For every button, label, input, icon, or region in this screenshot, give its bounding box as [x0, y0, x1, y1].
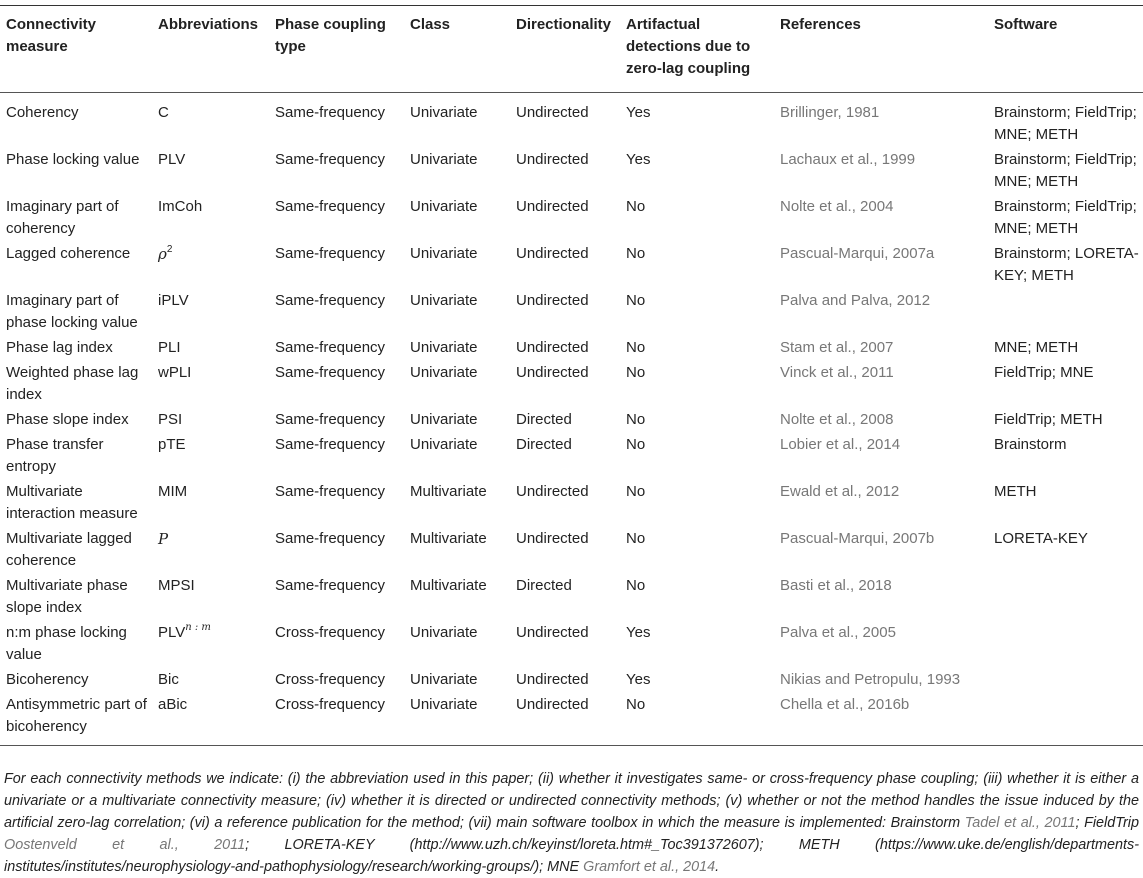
table-row [0, 575, 1143, 622]
cell-software [988, 93, 1143, 150]
cell-coupling-type-text: Same-frequency [275, 577, 386, 594]
cell-reference[interactable] [774, 528, 988, 575]
cell-abbreviation-text: iPLV [158, 292, 189, 309]
cell-artifactual-text: No [626, 411, 646, 428]
cell-directionality [510, 337, 620, 362]
cell-reference-text: Nikias and Petropulu, 1993 [780, 671, 961, 688]
cell-measure-text: n:m phase locking value [6, 624, 127, 663]
table-body [0, 93, 1143, 746]
header-coupling-type: Phase coupling type [275, 16, 386, 55]
cell-directionality-text: Directed [516, 577, 572, 594]
cell-artifactual [620, 337, 774, 362]
cell-reference[interactable] [774, 290, 988, 337]
cell-reference-text: Nolte et al., 2008 [780, 411, 894, 428]
cell-software-text: Brainstorm; FieldTrip; MNE; METH [994, 104, 1137, 143]
cell-artifactual-text: No [626, 530, 646, 547]
cell-class [404, 290, 510, 337]
cell-abbreviation [152, 434, 269, 481]
cell-artifactual-text: No [626, 198, 646, 215]
cell-measure [0, 622, 152, 669]
cell-artifactual [620, 575, 774, 622]
cell-reference-text: Chella et al., 2016b [780, 696, 910, 713]
cell-measure [0, 93, 152, 150]
cell-abbreviation [152, 290, 269, 337]
cell-measure-text: Multivariate phase slope index [6, 577, 128, 616]
cell-directionality [510, 669, 620, 694]
cell-reference[interactable] [774, 149, 988, 196]
table-row [0, 243, 1143, 290]
table-row [0, 362, 1143, 409]
cell-measure-text: Bicoherency [6, 671, 89, 688]
cell-class-text: Multivariate [410, 483, 487, 500]
cell-measure [0, 409, 152, 434]
cell-measure-text: Multivariate lagged coherence [6, 530, 132, 569]
cell-directionality-text: Directed [516, 436, 572, 453]
cell-directionality-text: Undirected [516, 364, 589, 381]
cell-class [404, 434, 510, 481]
cell-software [988, 337, 1143, 362]
cell-coupling-type [269, 481, 404, 528]
cell-measure-text: Phase locking value [6, 151, 140, 168]
cell-class-text: Univariate [410, 411, 478, 428]
cell-software [988, 290, 1143, 337]
cell-measure-text: Imaginary part of phase locking value [6, 292, 138, 331]
footnote-text-2: ; FieldTrip [1075, 815, 1139, 831]
cell-artifactual [620, 481, 774, 528]
cell-reference-text: Nolte et al., 2004 [780, 198, 894, 215]
cell-measure [0, 694, 152, 746]
cell-software-text: METH [994, 483, 1037, 500]
abbreviation-superscript: n : m [185, 622, 211, 633]
cell-class [404, 149, 510, 196]
cell-measure [0, 669, 152, 694]
cell-software [988, 149, 1143, 196]
cell-class [404, 528, 510, 575]
cell-directionality [510, 93, 620, 150]
cell-class-text: Univariate [410, 696, 478, 713]
cell-software [988, 481, 1143, 528]
cell-artifactual [620, 434, 774, 481]
cell-coupling-type [269, 93, 404, 150]
cell-reference-text: Pascual-Marqui, 2007a [780, 245, 935, 262]
cell-software [988, 669, 1143, 694]
cell-abbreviation-text: PLV [158, 151, 186, 168]
cell-reference[interactable] [774, 362, 988, 409]
cell-coupling-type [269, 575, 404, 622]
cell-abbreviation-text: Bic [158, 671, 179, 688]
cell-software [988, 694, 1143, 746]
cell-directionality [510, 243, 620, 290]
cell-artifactual-text: No [626, 364, 646, 381]
cell-class [404, 575, 510, 622]
cell-artifactual-text: No [626, 245, 646, 262]
cell-abbreviation-text: ImCoh [158, 198, 203, 215]
cell-artifactual [620, 362, 774, 409]
table-row [0, 149, 1143, 196]
cell-software [988, 434, 1143, 481]
cell-reference-text: Lobier et al., 2014 [780, 436, 901, 453]
cell-artifactual-text: No [626, 577, 646, 594]
cell-software-text: LORETA-KEY [994, 530, 1088, 547]
cell-software [988, 362, 1143, 409]
cell-reference-text: Ewald et al., 2012 [780, 483, 900, 500]
cell-software [988, 196, 1143, 243]
cell-artifactual-text: No [626, 483, 646, 500]
cell-measure [0, 290, 152, 337]
cell-artifactual [620, 669, 774, 694]
cell-abbreviation [152, 575, 269, 622]
cell-class [404, 196, 510, 243]
cell-coupling-type-text: Cross-frequency [275, 671, 386, 688]
cell-coupling-type-text: Same-frequency [275, 530, 386, 547]
header-software: Software [994, 16, 1058, 33]
cell-abbreviation-text: MIM [158, 483, 188, 500]
cell-coupling-type-text: Same-frequency [275, 198, 386, 215]
cell-abbreviation [152, 528, 269, 575]
cell-directionality [510, 196, 620, 243]
cell-software-text: FieldTrip; METH [994, 411, 1103, 428]
cell-measure [0, 362, 152, 409]
cell-measure [0, 528, 152, 575]
cell-measure-text: Antisymmetric part of bicoherency [6, 696, 147, 735]
cell-directionality [510, 622, 620, 669]
cell-directionality-text: Directed [516, 411, 572, 428]
cell-class [404, 93, 510, 150]
cell-artifactual [620, 622, 774, 669]
cell-abbreviation-text: PLI [158, 339, 181, 356]
cell-reference[interactable] [774, 337, 988, 362]
footnote-text-1: For each connectivity methods we indicate: (i) the abbreviation used in this paper; (ii) whether it investigates same- or cross-frequency phase coupling; (iii) whether it is either a univariate or a multivariate connectivity measure; (iv) whether it is directed or undirected connectivity methods; (v) whether or not the method handles the issue induced by the artificial zero-lag correlation; (vi) a reference publication for the method; (vii) main software toolbox in which the measure is implemented: Brainstorm [4, 771, 1139, 831]
cell-coupling-type-text: Same-frequency [275, 245, 386, 262]
cell-directionality-text: Undirected [516, 483, 589, 500]
footnote-ref-gramfort[interactable]: Gramfort et al., 2014 [583, 859, 716, 875]
cell-directionality [510, 694, 620, 746]
cell-artifactual-text: Yes [626, 151, 651, 168]
cell-reference-text: Lachaux et al., 1999 [780, 151, 916, 168]
cell-artifactual-text: No [626, 292, 646, 309]
cell-abbreviation [152, 409, 269, 434]
cell-software [988, 622, 1143, 669]
cell-directionality [510, 362, 620, 409]
cell-coupling-type [269, 337, 404, 362]
cell-measure-text: Coherency [6, 104, 79, 121]
cell-measure [0, 575, 152, 622]
cell-class-text: Multivariate [410, 577, 487, 594]
cell-artifactual-text: Yes [626, 671, 651, 688]
cell-software-text: MNE; METH [994, 339, 1079, 356]
cell-directionality-text: Undirected [516, 198, 589, 215]
cell-software-text: Brainstorm; LORETA-KEY; METH [994, 245, 1139, 284]
cell-reference[interactable] [774, 93, 988, 150]
cell-directionality [510, 575, 620, 622]
cell-artifactual-text: No [626, 339, 646, 356]
cell-class [404, 669, 510, 694]
cell-software [988, 575, 1143, 622]
cell-abbreviation-text: C [158, 104, 169, 121]
table-row [0, 434, 1143, 481]
table-row [0, 694, 1143, 746]
cell-directionality [510, 434, 620, 481]
footnote-text-3: ; LORETA-KEY (http://www.uzh.ch/keyinst/loreta.htm#_Toc391372607); METH (https://www.uke.de/english/departments-institutes/institutes/neurophysiology-and-pathophysiology/research/working-groups/); MNE [4, 837, 1140, 875]
connectivity-table [0, 5, 1143, 746]
cell-coupling-type-text: Same-frequency [275, 411, 386, 428]
cell-abbreviation [152, 149, 269, 196]
cell-coupling-type [269, 243, 404, 290]
cell-class [404, 694, 510, 746]
cell-abbreviation-text: pTE [158, 436, 186, 453]
cell-coupling-type [269, 434, 404, 481]
cell-reference-text: Palva et al., 2005 [780, 624, 896, 641]
table-header [0, 6, 1143, 93]
cell-software [988, 409, 1143, 434]
cell-directionality-text: Undirected [516, 292, 589, 309]
cell-artifactual [620, 694, 774, 746]
cell-artifactual [620, 528, 774, 575]
cell-coupling-type-text: Same-frequency [275, 292, 386, 309]
cell-class [404, 243, 510, 290]
cell-abbreviation-text: ρ [158, 245, 167, 263]
table-row [0, 337, 1143, 362]
cell-abbreviation [152, 337, 269, 362]
cell-coupling-type-text: Same-frequency [275, 151, 386, 168]
cell-abbreviation [152, 196, 269, 243]
cell-class-text: Multivariate [410, 530, 487, 547]
cell-abbreviation [152, 669, 269, 694]
cell-class [404, 362, 510, 409]
cell-abbreviation [152, 622, 269, 669]
cell-abbreviation-text: MPSI [158, 577, 195, 594]
header-references: References [780, 16, 861, 33]
cell-reference[interactable] [774, 694, 988, 746]
cell-measure [0, 196, 152, 243]
cell-measure-text: Lagged coherence [6, 245, 131, 262]
table-row [0, 528, 1143, 575]
cell-directionality-text: Undirected [516, 339, 589, 356]
cell-class-text: Univariate [410, 292, 478, 309]
cell-reference[interactable] [774, 196, 988, 243]
cell-software [988, 243, 1143, 290]
cell-measure-text: Weighted phase lag index [6, 364, 139, 403]
cell-abbreviation [152, 243, 269, 290]
cell-reference[interactable] [774, 481, 988, 528]
cell-measure-text: Phase transfer entropy [6, 436, 104, 475]
cell-reference[interactable] [774, 243, 988, 290]
cell-directionality-text: Undirected [516, 151, 589, 168]
cell-reference[interactable] [774, 622, 988, 669]
abbreviation-superscript: 2 [166, 244, 173, 255]
cell-directionality [510, 409, 620, 434]
cell-coupling-type-text: Cross-frequency [275, 624, 386, 641]
cell-abbreviation [152, 362, 269, 409]
cell-measure [0, 149, 152, 196]
table-row [0, 622, 1143, 669]
header-artifactual: Artifactual detections due to zero-lag coupling [626, 16, 751, 77]
cell-reference[interactable] [774, 409, 988, 434]
table-row [0, 290, 1143, 337]
cell-artifactual-text: No [626, 436, 646, 453]
cell-directionality-text: Undirected [516, 671, 589, 688]
cell-abbreviation-text: P [158, 530, 169, 548]
cell-class [404, 481, 510, 528]
cell-software-text: Brainstorm; FieldTrip; MNE; METH [994, 151, 1137, 190]
table-footnote [4, 768, 1139, 878]
cell-coupling-type [269, 622, 404, 669]
cell-reference-text: Vinck et al., 2011 [780, 364, 894, 381]
footnote-text-4: . [715, 859, 720, 875]
header-directionality: Directionality [516, 16, 612, 33]
cell-coupling-type [269, 196, 404, 243]
table-row [0, 196, 1143, 243]
cell-directionality-text: Undirected [516, 245, 589, 262]
cell-measure [0, 243, 152, 290]
cell-measure [0, 337, 152, 362]
cell-directionality-text: Undirected [516, 104, 589, 121]
cell-coupling-type-text: Same-frequency [275, 483, 386, 500]
cell-reference[interactable] [774, 434, 988, 481]
cell-class-text: Univariate [410, 198, 478, 215]
cell-class [404, 622, 510, 669]
cell-coupling-type [269, 669, 404, 694]
cell-reference[interactable] [774, 669, 988, 694]
cell-artifactual-text: Yes [626, 104, 651, 121]
table-row [0, 93, 1143, 150]
cell-class-text: Univariate [410, 671, 478, 688]
cell-measure-text: Multivariate interaction measure [6, 483, 138, 522]
cell-class [404, 337, 510, 362]
cell-class-text: Univariate [410, 339, 478, 356]
cell-coupling-type [269, 290, 404, 337]
cell-measure-text: Phase lag index [6, 339, 113, 356]
cell-directionality [510, 290, 620, 337]
cell-abbreviation [152, 481, 269, 528]
cell-measure [0, 434, 152, 481]
cell-coupling-type-text: Same-frequency [275, 339, 386, 356]
cell-artifactual [620, 93, 774, 150]
cell-artifactual [620, 290, 774, 337]
footnote-ref-oostenveld[interactable]: Oostenveld et al., 2011 [4, 837, 246, 853]
cell-directionality [510, 149, 620, 196]
cell-measure [0, 481, 152, 528]
cell-abbreviation [152, 93, 269, 150]
cell-reference-text: Stam et al., 2007 [780, 339, 894, 356]
cell-coupling-type-text: Same-frequency [275, 436, 386, 453]
cell-directionality-text: Undirected [516, 624, 589, 641]
cell-class-text: Univariate [410, 245, 478, 262]
table-row [0, 669, 1143, 694]
cell-abbreviation-text: wPLI [158, 364, 192, 381]
cell-directionality [510, 481, 620, 528]
cell-reference[interactable] [774, 575, 988, 622]
cell-measure-text: Phase slope index [6, 411, 129, 428]
header-abbreviations: Abbreviations [158, 16, 259, 33]
cell-reference-text: Pascual-Marqui, 2007b [780, 530, 935, 547]
cell-software-text: Brainstorm; FieldTrip; MNE; METH [994, 198, 1137, 237]
cell-coupling-type [269, 528, 404, 575]
cell-coupling-type-text: Cross-frequency [275, 696, 386, 713]
cell-abbreviation [152, 694, 269, 746]
cell-coupling-type [269, 149, 404, 196]
cell-directionality-text: Undirected [516, 530, 589, 547]
cell-class-text: Univariate [410, 151, 478, 168]
cell-artifactual [620, 149, 774, 196]
cell-artifactual [620, 196, 774, 243]
cell-directionality-text: Undirected [516, 696, 589, 713]
footnote-ref-tadel[interactable]: Tadel et al., 2011 [964, 815, 1076, 831]
cell-artifactual-text: Yes [626, 624, 651, 641]
cell-abbreviation-text: PLV [158, 624, 186, 641]
cell-coupling-type-text: Same-frequency [275, 364, 386, 381]
cell-coupling-type [269, 409, 404, 434]
cell-class-text: Univariate [410, 436, 478, 453]
cell-class [404, 409, 510, 434]
cell-coupling-type [269, 694, 404, 746]
cell-reference-text: Basti et al., 2018 [780, 577, 892, 594]
cell-abbreviation-text: aBic [158, 696, 188, 713]
table-row [0, 409, 1143, 434]
cell-measure-text: Imaginary part of coherency [6, 198, 119, 237]
cell-reference-text: Palva and Palva, 2012 [780, 292, 931, 309]
cell-coupling-type [269, 362, 404, 409]
cell-directionality [510, 528, 620, 575]
cell-artifactual [620, 243, 774, 290]
header-measure: Connectivity measure [6, 16, 97, 55]
cell-reference-text: Brillinger, 1981 [780, 104, 880, 121]
cell-software [988, 528, 1143, 575]
cell-class-text: Univariate [410, 364, 478, 381]
table-row [0, 481, 1143, 528]
cell-coupling-type-text: Same-frequency [275, 104, 386, 121]
header-class: Class [410, 16, 451, 33]
cell-artifactual [620, 409, 774, 434]
cell-artifactual-text: No [626, 696, 646, 713]
cell-class-text: Univariate [410, 624, 478, 641]
cell-class-text: Univariate [410, 104, 478, 121]
cell-software-text: FieldTrip; MNE [994, 364, 1094, 381]
header-row [0, 6, 1143, 93]
cell-software-text: Brainstorm [994, 436, 1067, 453]
cell-abbreviation-text: PSI [158, 411, 183, 428]
